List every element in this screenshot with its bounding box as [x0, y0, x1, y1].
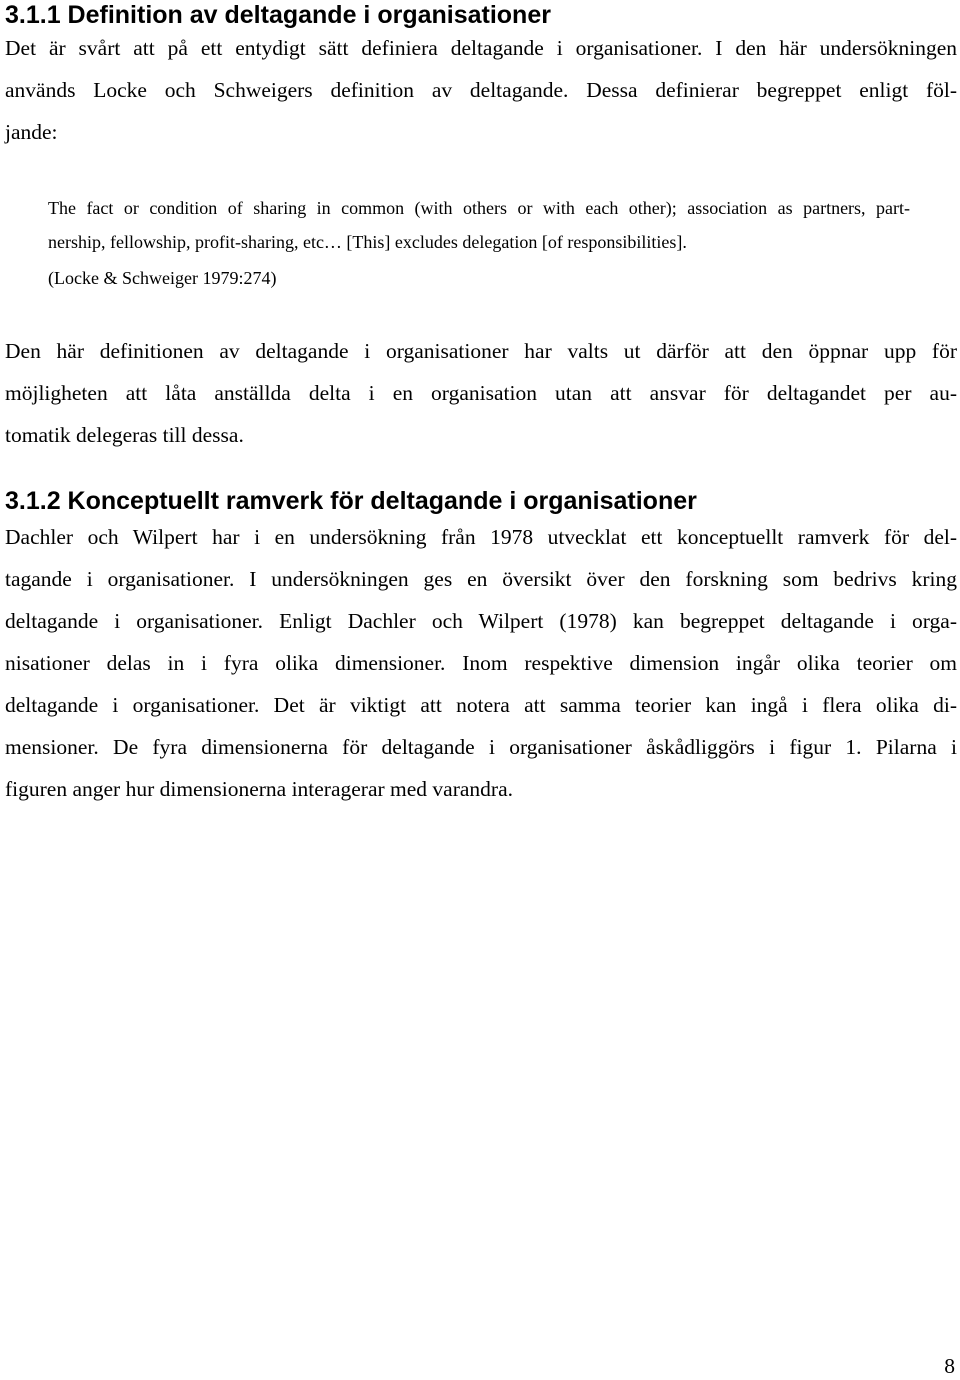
paragraph-line: Den här definitionen av deltagande i organisationer har valts ut därför att den öppnar upp för — [5, 339, 957, 363]
paragraph-line: tagande i organisationer. I undersökningen ges en översikt över den forskning som bedrivs kring — [5, 567, 957, 591]
block-quote-citation: (Locke & Schweiger 1979:274) — [48, 268, 277, 288]
block-quote-line: The fact or condition of sharing in common (with others or with each other); association as partners, part- — [48, 198, 910, 218]
paragraph-line: nisationer delas in i fyra olika dimensioner. Inom respektive dimension ingår olika teorier om — [5, 651, 957, 675]
section-heading-framework: 3.1.2 Konceptuellt ramverk för deltagande i organisationer — [5, 487, 697, 515]
page-number: 8 — [944, 1354, 955, 1378]
section-heading-definition: 3.1.1 Definition av deltagande i organisationer — [5, 1, 551, 29]
paragraph-line: mensioner. De fyra dimensionerna för deltagande i organisationer åskådliggörs i figur 1. Pilarna i — [5, 735, 957, 759]
paragraph-line: tomatik delegeras till dessa. — [5, 423, 244, 447]
paragraph-line: deltagande i organisationer. Enligt Dachler och Wilpert (1978) kan begreppet deltagande i orga- — [5, 609, 957, 633]
paragraph-line: Det är svårt att på ett entydigt sätt definiera deltagande i organisationer. I den här undersökningen — [5, 36, 957, 60]
paragraph-line: deltagande i organisationer. Det är viktigt att notera att samma teorier kan ingå i flera olika di- — [5, 693, 957, 717]
paragraph-line: figuren anger hur dimensionerna interagerar med varandra. — [5, 777, 514, 801]
paragraph-line: jande: — [5, 120, 58, 144]
block-quote-line: nership, fellowship, profit-sharing, etc… [This] excludes delegation [of responsibilities]. — [48, 232, 687, 252]
paragraph-line: Dachler och Wilpert har i en undersökning från 1978 utvecklat ett konceptuellt ramverk för del- — [5, 525, 957, 549]
paragraph-line: används Locke och Schweigers definition av deltagande. Dessa definierar begreppet enligt föl- — [5, 78, 957, 102]
paragraph-line: möjligheten att låta anställda delta i en organisation utan att ansvar för deltagandet per au- — [5, 381, 957, 405]
